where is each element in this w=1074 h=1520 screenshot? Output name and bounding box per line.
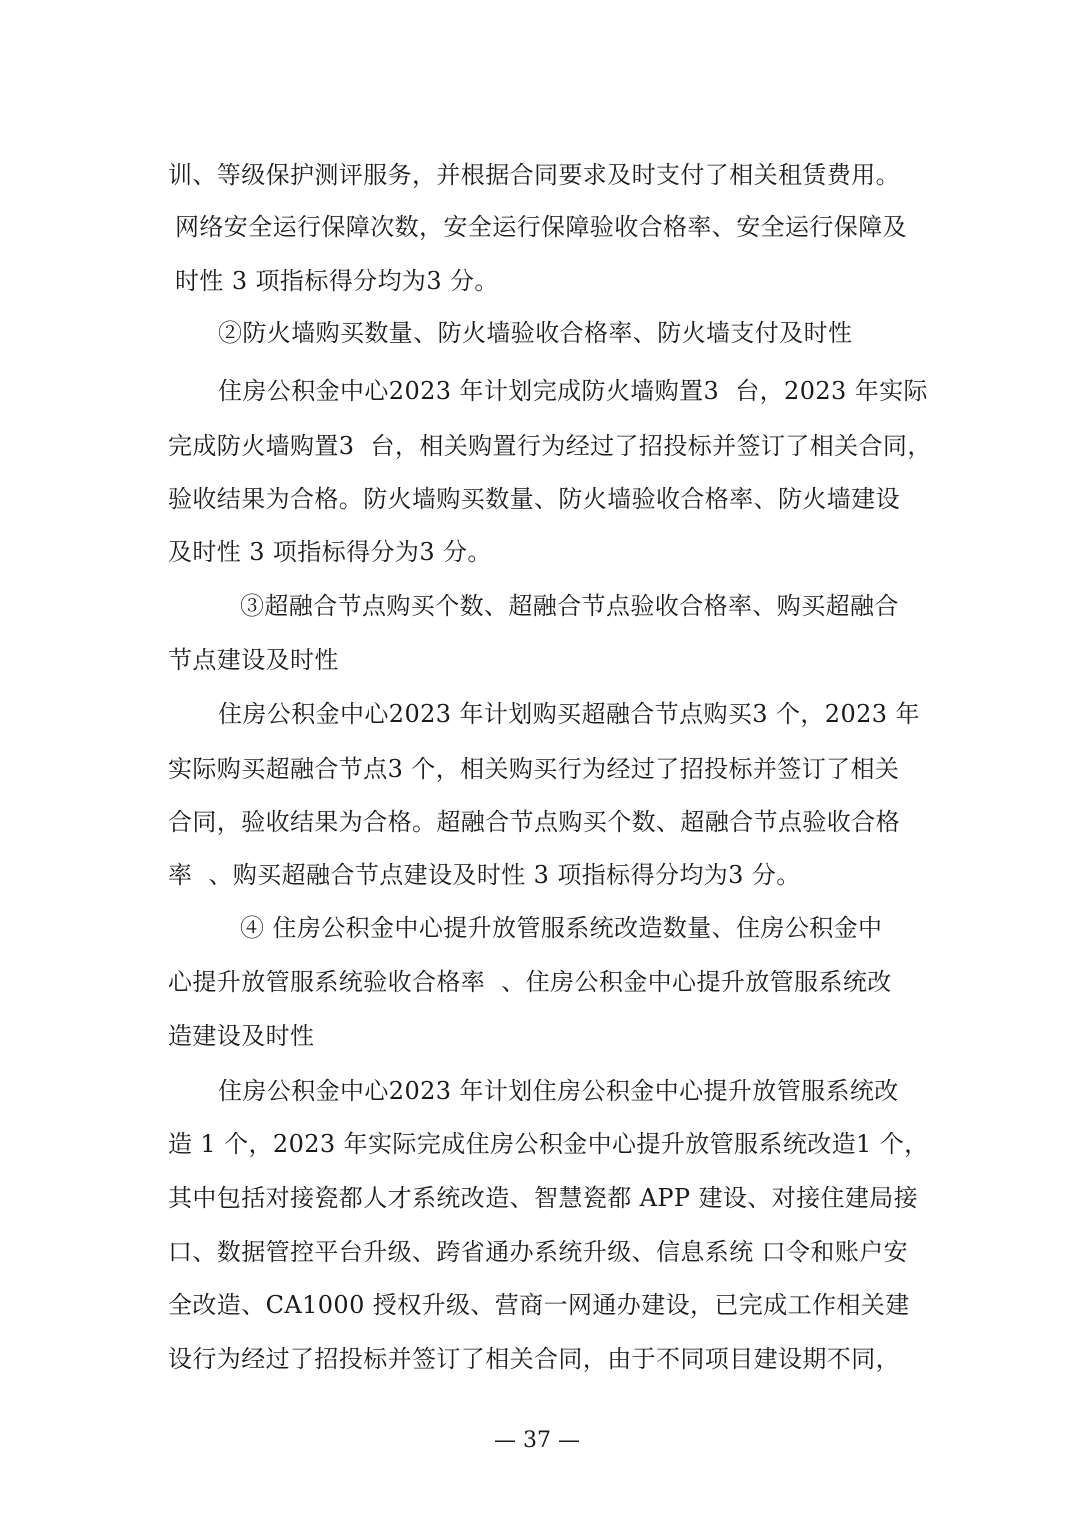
text-line-6: 完成防火墙购置3 台，相关购置行为经过了招投标并签订了相关合同， — [168, 432, 932, 460]
text-line-7: 验收结果为合格。防火墙购买数量、防火墙验收合格率、防火墙建设 — [168, 485, 900, 513]
text-line-3: 时性 3 项指标得分均为3 分。 — [175, 267, 499, 295]
text-line-20: 其中包括对接瓷都人才系统改造、智慧瓷都 APP 建设、对接住建局接 — [168, 1184, 919, 1212]
text-line-13: 合同，验收结果为合格。超融合节点购买个数、超融合节点验收合格 — [168, 808, 900, 836]
text-line-9: ③超融合节点购买个数、超融合节点验收合格率、购买超融合 — [240, 592, 899, 620]
text-line-5: 住房公积金中心2023 年计划完成防火墙购置3 台，2023 年实际 — [218, 377, 928, 405]
text-line-8: 及时性 3 项指标得分为3 分。 — [168, 538, 492, 566]
text-line-2: 网络安全运行保障次数，安全运行保障验收合格率、安全运行保障及 — [175, 213, 907, 241]
text-line-4: ②防火墙购买数量、防火墙验收合格率、防火墙支付及时性 — [218, 319, 853, 347]
text-line-17: 造建设及时性 — [168, 1022, 315, 1050]
page-number: — 37 — — [494, 1428, 580, 1453]
text-line-19: 造 1 个，2023 年实际完成住房公积金中心提升放管服系统改造1 个， — [168, 1130, 929, 1158]
text-line-23: 设行为经过了招投标并签订了相关合同，由于不同项目建设期不同， — [168, 1345, 900, 1373]
text-line-21: 口、数据管控平台升级、跨省通办系统升级、信息系统 口令和账户安 — [168, 1238, 909, 1266]
text-line-16: 心提升放管服系统验收合格率 、住房公积金中心提升放管服系统改 — [168, 968, 892, 996]
text-line-22: 全改造、CA1000 授权升级、营商一网通办建设，已完成工作相关建 — [168, 1291, 910, 1319]
text-line-1: 训、等级保护测评服务，并根据合同要求及时支付了相关租赁费用。 — [168, 161, 900, 189]
text-line-18: 住房公积金中心2023 年计划住房公积金中心提升放管服系统改 — [218, 1077, 899, 1105]
text-line-14: 率 、购买超融合节点建设及时性 3 项指标得分均为3 分。 — [168, 861, 801, 889]
text-line-11: 住房公积金中心2023 年计划购买超融合节点购买3 个，2023 年 — [218, 700, 920, 728]
text-line-12: 实际购买超融合节点3 个，相关购买行为经过了招投标并签订了相关 — [168, 755, 900, 783]
text-line-10: 节点建设及时性 — [168, 646, 339, 674]
text-line-15: ④ 住房公积金中心提升放管服系统改造数量、住房公积金中 — [240, 914, 883, 942]
